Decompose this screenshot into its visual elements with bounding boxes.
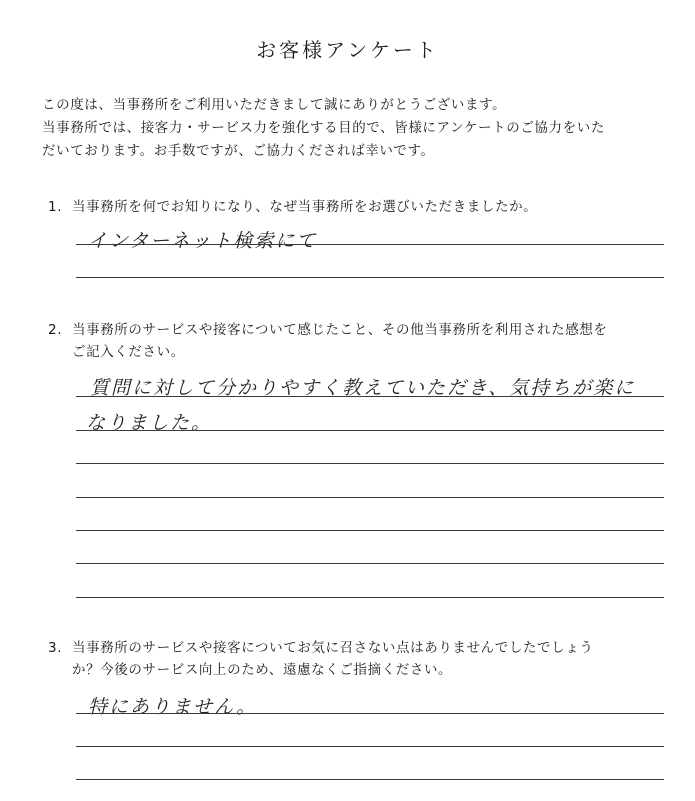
answer-line [76,530,664,531]
question-number: 1. [48,199,63,215]
answer-line [76,244,664,245]
question-text: か？今後のサービス向上のため、遠慮なくご指摘ください。 [72,662,453,678]
answer-handwritten: 特にありません。 [88,696,258,718]
question-text: 当事務所を何でお知りになり、なぜ当事務所をお選びいただきましたか。 [72,199,538,215]
page-title: お客様アンケート [256,38,439,62]
answer-line [76,563,664,564]
intro-line: だいております。お手数ですが、ご協力くだされば幸いです。 [42,143,435,159]
question-number: 2. [48,322,63,338]
answer-line [76,746,664,747]
answer-line [76,277,664,278]
question-text: 当事務所のサービスや接客について感じたこと、その他当事務所を利用された感想を [72,322,608,338]
question-text: 当事務所のサービスや接客についてお気に召さない点はありませんでしたでしょう [72,640,594,656]
answer-line [76,713,664,714]
answer-line [76,463,664,464]
answer-line [76,396,664,397]
answer-line [76,430,664,431]
question-3 [48,637,693,681]
answer-handwritten: インターネット検索にて [88,230,318,252]
answer-line [76,497,664,498]
answer-handwritten: 質問に対して分かりやすく教えていただき、気持ちが楽に [90,377,636,399]
question-number: 3. [48,640,63,656]
answer-handwritten: なりました。 [86,412,213,434]
question-1 [48,196,693,218]
answer-line [76,597,664,598]
intro-line: この度は、当事務所をご利用いただきまして誠にありがとうございます。 [42,97,507,113]
intro-line: 当事務所では、接客力・サービス力を強化する目的で、皆様にアンケートのご協力をいた [42,120,605,136]
intro-text [42,94,682,163]
question-2 [48,319,693,363]
answer-line [76,779,664,780]
question-text: ご記入ください。 [72,344,185,360]
